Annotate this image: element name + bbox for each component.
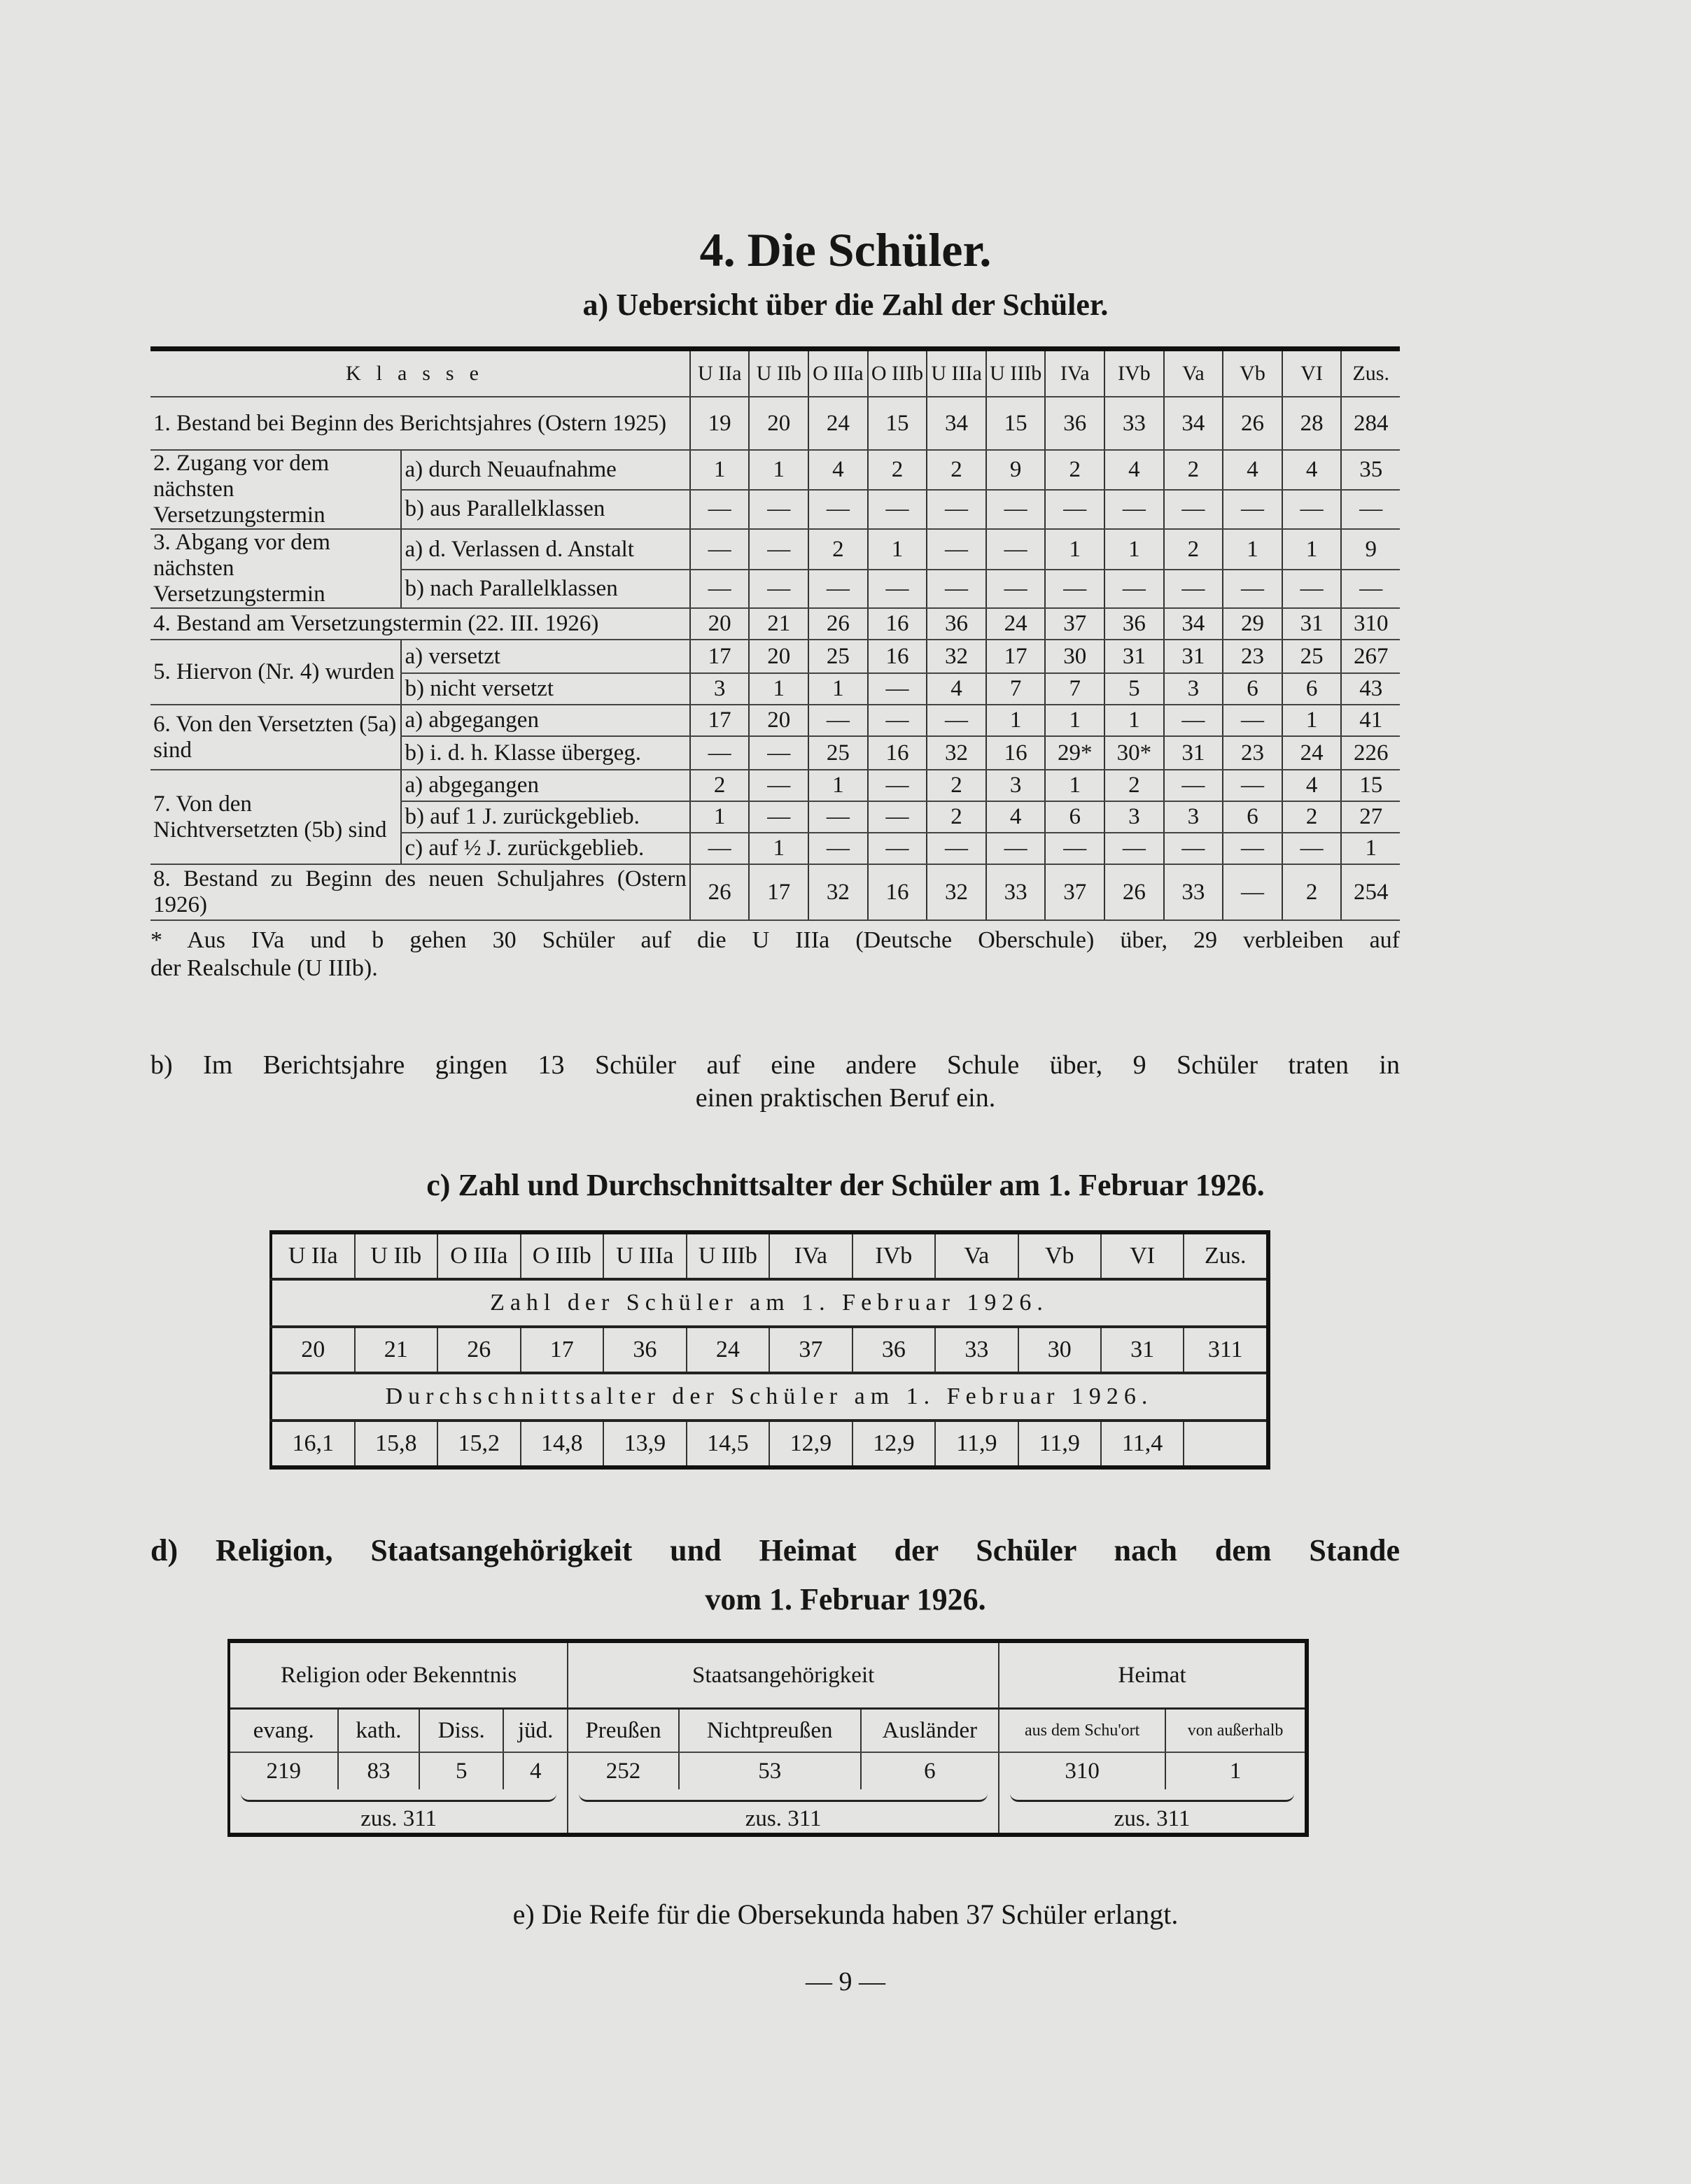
count-cell: 31: [1101, 1327, 1184, 1373]
column-header: VI: [1282, 349, 1342, 397]
table-cell: 2: [1164, 529, 1223, 570]
group-nationality: Staatsangehörigkeit: [568, 1641, 999, 1709]
table-row: [150, 770, 1400, 801]
table-cell: —: [1104, 833, 1164, 864]
column-header: O IIIb: [868, 349, 927, 397]
column-header: Ausländer: [861, 1709, 999, 1753]
column-header: IVa: [769, 1232, 852, 1279]
column-header: IVb: [852, 1232, 936, 1279]
table-cell: 26: [1223, 397, 1282, 450]
count-cell: 33: [935, 1327, 1018, 1373]
table-cell: 4: [1282, 450, 1342, 490]
row-sublabel: a) d. Verlassen d. Anstalt: [401, 529, 689, 570]
table-cell: 1: [1282, 529, 1342, 570]
table-cell: —: [1341, 490, 1400, 530]
table-cell: 33: [1104, 397, 1164, 450]
table-cell: 15: [986, 397, 1046, 450]
column-header: U IIb: [749, 349, 808, 397]
table-cell: —: [1223, 864, 1282, 920]
table-cell: 6: [1282, 673, 1342, 705]
total-text: zus. 311: [360, 1806, 437, 1831]
column-header: kath.: [338, 1709, 420, 1753]
table-cell: —: [927, 529, 986, 570]
column-header: IVb: [1104, 349, 1164, 397]
table-row: [150, 397, 1400, 450]
table-cell: 20: [749, 397, 808, 450]
table-cell: 3: [986, 770, 1046, 801]
table-cell: 3: [1104, 801, 1164, 833]
table-cell: —: [690, 490, 750, 530]
table-cell: 1: [808, 770, 868, 801]
table-cell: 2: [690, 770, 750, 801]
row-sublabel: b) aus Parallelklassen: [401, 490, 689, 530]
table-cell: 37: [1045, 608, 1104, 640]
table-cell: 24: [986, 608, 1046, 640]
table-cell: —: [868, 770, 927, 801]
table-cell: 4: [1104, 450, 1164, 490]
table-row: [150, 450, 1400, 490]
group-religion: Religion oder Bekenntnis: [229, 1641, 568, 1709]
age-cell: 14,8: [521, 1421, 604, 1467]
table-cell: 34: [1164, 397, 1223, 450]
table-cell: —: [1282, 490, 1342, 530]
table-cell: 4: [808, 450, 868, 490]
age-label: Durchschnittsalter der Schüler am 1. Februar 1926.: [271, 1373, 1268, 1421]
table-cell: 2: [927, 770, 986, 801]
table-cell: 29: [1223, 608, 1282, 640]
table-row: [150, 864, 1400, 920]
table-cell: 33: [1164, 864, 1223, 920]
column-header: Vb: [1223, 349, 1282, 397]
table-row: [150, 529, 1400, 570]
table-cell: 2: [868, 450, 927, 490]
table-cell: —: [808, 490, 868, 530]
section-a-heading: a) Uebersicht über die Zahl der Schüler.: [582, 288, 1109, 322]
column-header: Va: [1164, 349, 1223, 397]
count-cell: 20: [301, 1337, 325, 1362]
table-row: [150, 608, 1400, 640]
row-label: 3. Abgang vor dem nächsten Versetzungstermin: [150, 529, 401, 608]
table-cell: 3: [1164, 673, 1223, 705]
table-cell: —: [1223, 833, 1282, 864]
section-b-text: b) Im Berichtsjahre gingen 13 Schüler auf eine andere Schule über, 9 Schüler traten in: [150, 1050, 1400, 1080]
table-cell: 2: [1282, 864, 1342, 920]
section-b-text-continuation: einen praktischen Beruf ein.: [695, 1083, 996, 1113]
column-header: VI: [1101, 1232, 1184, 1279]
column-header: U IIa: [690, 349, 750, 397]
count-cell: 36: [852, 1327, 936, 1373]
column-header: O IIIb: [521, 1232, 604, 1279]
table-cell: 25: [808, 736, 868, 770]
klasse-header: Klasse: [150, 349, 690, 397]
table-cell: —: [749, 770, 808, 801]
column-header: U IIIa: [603, 1232, 687, 1279]
column-header: U IIa: [288, 1243, 338, 1269]
footnote-continuation: der Realschule (U IIIb).: [150, 955, 378, 981]
table-cell: —: [1223, 490, 1282, 530]
table-cell: —: [868, 673, 927, 705]
table-cell: 1: [1045, 770, 1104, 801]
table-cell: —: [1223, 570, 1282, 608]
age-cell: 15,8: [355, 1421, 438, 1467]
table-cell: —: [749, 736, 808, 770]
table-cell: —: [1282, 833, 1342, 864]
table-cell: 1: [1223, 529, 1282, 570]
table-cell: 19: [690, 397, 750, 450]
column-header: O IIIa: [808, 349, 868, 397]
table-cell: —: [927, 705, 986, 736]
value-cell: 4: [503, 1752, 568, 1789]
table-cell: 16: [986, 736, 1046, 770]
table-cell: 24: [1282, 736, 1342, 770]
table-cell: —: [986, 529, 1046, 570]
table-cell: —: [868, 705, 927, 736]
age-cell: 12,9: [852, 1421, 936, 1467]
table-cell: 1: [749, 833, 808, 864]
table-cell: 31: [1164, 640, 1223, 673]
table-cell: —: [690, 833, 750, 864]
table-cell: —: [868, 490, 927, 530]
table-cell: 29*: [1045, 736, 1104, 770]
table-cell: —: [1164, 705, 1223, 736]
table-cell: 31: [1282, 608, 1342, 640]
table-cell: 32: [927, 640, 986, 673]
table-cell: —: [986, 833, 1046, 864]
table-cell: 2: [927, 450, 986, 490]
table-cell: 254: [1341, 864, 1400, 920]
table-cell: —: [1223, 705, 1282, 736]
table-cell: —: [1104, 570, 1164, 608]
table-cell: 32: [927, 864, 986, 920]
table-cell: 36: [927, 608, 986, 640]
table-cell: 36: [1104, 608, 1164, 640]
column-header: aus dem Schu'ort: [999, 1709, 1165, 1753]
table-cell: —: [749, 570, 808, 608]
row-sublabel: b) nach Parallelklassen: [401, 570, 689, 608]
section-d-heading-continuation: vom 1. Februar 1926.: [705, 1582, 986, 1616]
column-header: O IIIa: [437, 1232, 521, 1279]
home-total: [999, 1789, 1307, 1835]
table-cell: 4: [1282, 770, 1342, 801]
table-cell: 2: [808, 529, 868, 570]
table-cell: 17: [690, 640, 750, 673]
count-cell: 24: [687, 1327, 770, 1373]
count-cell: 311: [1184, 1327, 1268, 1373]
table-cell: 26: [808, 608, 868, 640]
table-cell: 1: [1104, 529, 1164, 570]
row-sublabel: b) nicht versetzt: [401, 673, 689, 705]
table-cell: —: [868, 801, 927, 833]
row-sublabel: a) abgegangen: [401, 770, 689, 801]
table-cell: —: [927, 833, 986, 864]
table-cell: 1: [808, 673, 868, 705]
count-label: Zahl der Schüler am 1. Februar 1926.: [271, 1279, 1268, 1327]
table-cell: —: [749, 801, 808, 833]
table-cell: 4: [986, 801, 1046, 833]
section-d-heading: d) Religion, Staatsangehörigkeit und Heimat der Schüler nach dem Stande: [150, 1533, 1400, 1567]
table-cell: 33: [986, 864, 1046, 920]
table-cell: 2: [927, 801, 986, 833]
table-cell: 26: [1104, 864, 1164, 920]
column-header: U IIIb: [986, 349, 1046, 397]
table-cell: —: [1282, 570, 1342, 608]
table-cell: 16: [868, 864, 927, 920]
table-cell: 26: [690, 864, 750, 920]
table-cell: 30: [1045, 640, 1104, 673]
age-cell: 16,1: [292, 1430, 334, 1456]
table-cell: 1: [1341, 833, 1400, 864]
row-sublabel: a) versetzt: [401, 640, 689, 673]
count-cell: 26: [437, 1327, 521, 1373]
table-cell: 41: [1341, 705, 1400, 736]
table-cell: 17: [986, 640, 1046, 673]
table-cell: 25: [1282, 640, 1342, 673]
column-header: von außerhalb: [1165, 1709, 1307, 1753]
column-header: evang.: [229, 1709, 338, 1753]
row-sublabel: c) auf ½ J. zurückgeblieb.: [401, 833, 689, 864]
row-label: 6. Von den Versetzten (5a) sind: [150, 705, 401, 770]
section-c-heading: c) Zahl und Durchschnittsalter der Schüler am 1. Februar 1926.: [426, 1168, 1265, 1202]
table-cell: —: [808, 705, 868, 736]
table-cell: 1: [1282, 705, 1342, 736]
age-cell: 15,2: [437, 1421, 521, 1467]
table-cell: 24: [808, 397, 868, 450]
table-cell: —: [690, 529, 750, 570]
table-cell: —: [749, 529, 808, 570]
table-cell: 1: [690, 801, 750, 833]
column-header: jüd.: [503, 1709, 568, 1753]
table-cell: 4: [1223, 450, 1282, 490]
table-cell: 15: [1341, 770, 1400, 801]
table-cell: —: [690, 736, 750, 770]
table-cell: 3: [1164, 801, 1223, 833]
count-cell: 36: [603, 1327, 687, 1373]
table-cell: —: [1104, 490, 1164, 530]
total-text: zus. 311: [745, 1806, 822, 1831]
row-label: 7. Von den Nichtversetzten (5b) sind: [150, 770, 401, 864]
value-cell: 310: [999, 1752, 1165, 1789]
table-cell: 6: [1223, 673, 1282, 705]
table-cell: 35: [1341, 450, 1400, 490]
table-cell: 226: [1341, 736, 1400, 770]
religion-total: [229, 1789, 568, 1835]
nationality-total: [568, 1789, 999, 1835]
table-cell: 9: [1341, 529, 1400, 570]
row-sublabel: a) durch Neuaufnahme: [401, 450, 689, 490]
age-cell: 11,4: [1101, 1421, 1184, 1467]
count-cell: 30: [1018, 1327, 1101, 1373]
column-header: U IIIa: [927, 349, 986, 397]
table-cell: —: [1164, 490, 1223, 530]
table-cell: 27: [1341, 801, 1400, 833]
table-cell: —: [808, 801, 868, 833]
column-header: Zus.: [1341, 349, 1400, 397]
table-cell: —: [927, 570, 986, 608]
row-sublabel: a) abgegangen: [401, 705, 689, 736]
student-overview-table: [150, 346, 1400, 921]
age-cell: 13,9: [603, 1421, 687, 1467]
table-cell: 17: [749, 864, 808, 920]
column-header: Zus.: [1184, 1232, 1268, 1279]
row-label: 1. Bestand bei Beginn des Berichtsjahres (Ostern 1925): [150, 397, 690, 450]
table-cell: 31: [1104, 640, 1164, 673]
table-cell: —: [927, 490, 986, 530]
table-cell: —: [986, 570, 1046, 608]
table-cell: 2: [1164, 450, 1223, 490]
table-cell: —: [749, 490, 808, 530]
column-header: Nichtpreußen: [679, 1709, 861, 1753]
count-cell: 17: [521, 1327, 604, 1373]
table-cell: 43: [1341, 673, 1400, 705]
table-cell: —: [868, 833, 927, 864]
table-cell: 2: [1282, 801, 1342, 833]
religion-nationality-table: [227, 1639, 1309, 1837]
age-cell: 11,9: [935, 1421, 1018, 1467]
table-cell: —: [808, 833, 868, 864]
row-sublabel: b) auf 1 J. zurückgeblieb.: [401, 801, 689, 833]
table-cell: 2: [1104, 770, 1164, 801]
table-cell: 15: [868, 397, 927, 450]
table-cell: 4: [927, 673, 986, 705]
count-cell: 37: [769, 1327, 852, 1373]
table-cell: 1: [1104, 705, 1164, 736]
page-title: 4. Die Schüler.: [699, 223, 992, 276]
table-cell: 37: [1045, 864, 1104, 920]
table-cell: 31: [1164, 736, 1223, 770]
table-cell: 36: [1045, 397, 1104, 450]
table-cell: 7: [986, 673, 1046, 705]
column-header: U IIIb: [687, 1232, 770, 1279]
table-cell: 20: [749, 640, 808, 673]
count-cell: 21: [355, 1327, 438, 1373]
age-cell: 12,9: [769, 1421, 852, 1467]
table-cell: —: [1164, 570, 1223, 608]
value-cell: 1: [1165, 1752, 1307, 1789]
table-cell: 16: [868, 608, 927, 640]
table-cell: —: [808, 570, 868, 608]
table-cell: 32: [927, 736, 986, 770]
value-cell: 53: [679, 1752, 861, 1789]
table-cell: —: [1045, 833, 1104, 864]
table-cell: 21: [749, 608, 808, 640]
row-sublabel: b) i. d. h. Klasse übergeg.: [401, 736, 689, 770]
age-cell: [1184, 1421, 1268, 1467]
table-cell: —: [986, 490, 1046, 530]
table-cell: 23: [1223, 736, 1282, 770]
table-cell: 16: [868, 640, 927, 673]
table-cell: —: [1223, 770, 1282, 801]
table-cell: —: [1045, 490, 1104, 530]
value-cell: 6: [861, 1752, 999, 1789]
table-cell: —: [868, 570, 927, 608]
table-cell: 1: [868, 529, 927, 570]
column-header: U IIb: [355, 1232, 438, 1279]
value-cell: 252: [568, 1752, 679, 1789]
table-cell: —: [1164, 770, 1223, 801]
row-label: 2. Zugang vor dem nächsten Versetzungstermin: [150, 450, 401, 529]
table-cell: 310: [1341, 608, 1400, 640]
value-cell: 83: [338, 1752, 420, 1789]
table-cell: 2: [1045, 450, 1104, 490]
table-cell: —: [690, 570, 750, 608]
table-cell: 267: [1341, 640, 1400, 673]
table-row: [150, 640, 1400, 673]
table-cell: —: [1045, 570, 1104, 608]
table-cell: 1: [986, 705, 1046, 736]
section-e-text: e) Die Reife für die Obersekunda haben 37 Schüler erlangt.: [512, 1898, 1179, 1930]
column-header: Diss.: [419, 1709, 503, 1753]
table-cell: —: [1341, 570, 1400, 608]
row-label: 5. Hiervon (Nr. 4) wurden: [150, 640, 401, 705]
table-cell: 32: [808, 864, 868, 920]
table-cell: 1: [1045, 529, 1104, 570]
age-cell: 11,9: [1018, 1421, 1101, 1467]
table-cell: 3: [690, 673, 750, 705]
table-row: [150, 705, 1400, 736]
footnote: * Aus IVa und b gehen 30 Schüler auf die U IIIa (Deutsche Oberschule) über, 29 verbleiben auf: [150, 927, 1400, 953]
table-cell: 17: [690, 705, 750, 736]
age-cell: 14,5: [687, 1421, 770, 1467]
table-cell: 7: [1045, 673, 1104, 705]
count-age-table: [269, 1230, 1270, 1470]
column-header: Vb: [1018, 1232, 1101, 1279]
column-header: Preußen: [568, 1709, 679, 1753]
table-cell: —: [1164, 833, 1223, 864]
column-header: Va: [935, 1232, 1018, 1279]
table-cell: 6: [1045, 801, 1104, 833]
table-cell: 1: [749, 450, 808, 490]
table-cell: 20: [690, 608, 750, 640]
table-cell: 9: [986, 450, 1046, 490]
value-cell: 5: [419, 1752, 503, 1789]
table-cell: 1: [1045, 705, 1104, 736]
row-label: 4. Bestand am Versetzungstermin (22. III. 1926): [150, 608, 690, 640]
table-cell: 6: [1223, 801, 1282, 833]
table-cell: 23: [1223, 640, 1282, 673]
table-cell: 1: [749, 673, 808, 705]
column-header: IVa: [1045, 349, 1104, 397]
table-cell: 28: [1282, 397, 1342, 450]
value-cell: 219: [266, 1758, 302, 1784]
group-home: Heimat: [999, 1641, 1307, 1709]
page-number: — 9 —: [806, 1967, 885, 1996]
table-cell: 284: [1341, 397, 1400, 450]
table-cell: 20: [749, 705, 808, 736]
table-cell: 34: [927, 397, 986, 450]
table-cell: 16: [868, 736, 927, 770]
table-cell: 1: [690, 450, 750, 490]
table-cell: 5: [1104, 673, 1164, 705]
table-cell: 30*: [1104, 736, 1164, 770]
table-cell: 25: [808, 640, 868, 673]
row-label: 8. Bestand zu Beginn des neuen Schuljahres (Ostern 1926): [150, 864, 690, 920]
table-cell: 34: [1164, 608, 1223, 640]
total-text: zus. 311: [1114, 1806, 1191, 1831]
